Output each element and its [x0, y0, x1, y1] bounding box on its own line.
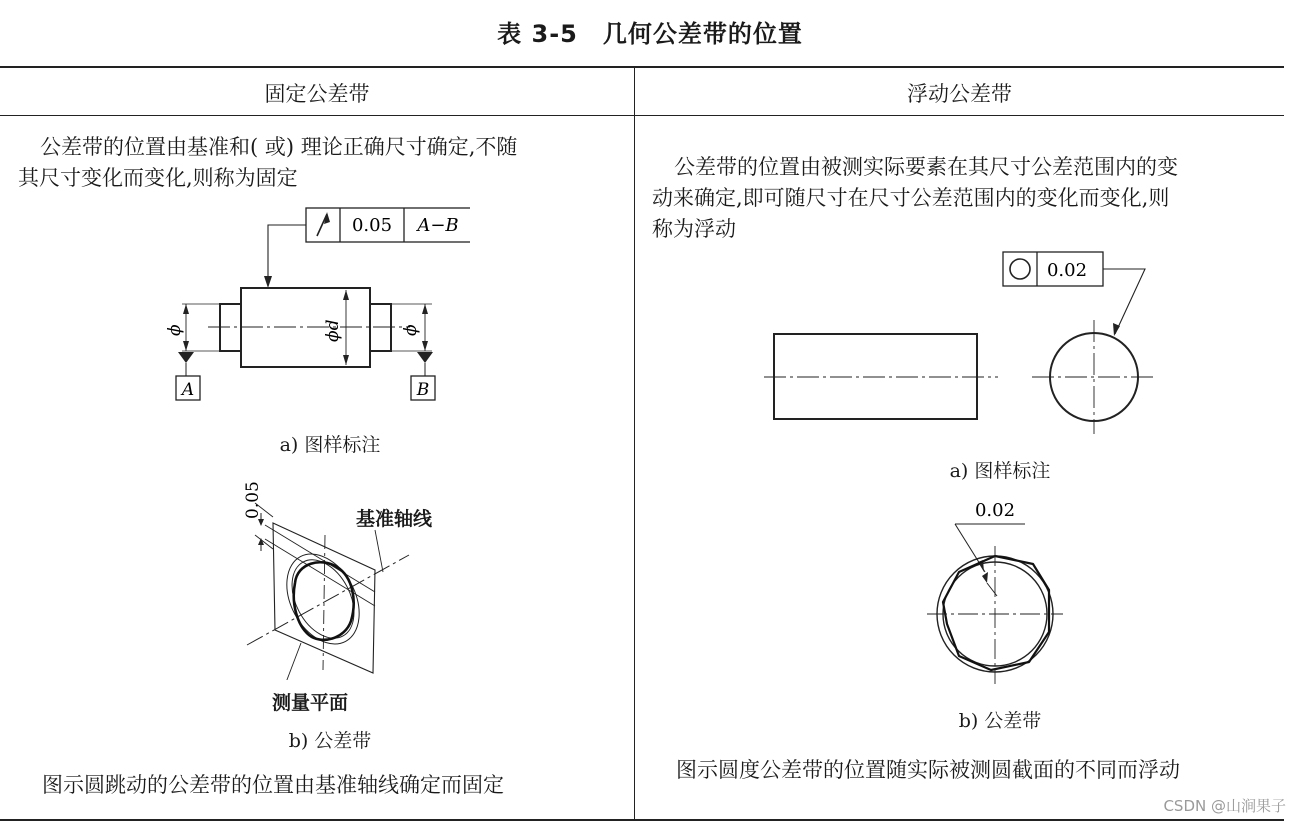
right-figure-a-caption: a) 图样标注: [949, 460, 1051, 482]
left-footer-note: 图示圆跳动的公差带的位置由基准轴线确定而固定: [42, 773, 504, 797]
datum-a-label: A: [181, 380, 195, 400]
right-description: [652, 152, 1277, 245]
left-description-line-1: 公差带的位置由基准和( 或) 理论正确尺寸确定,不随: [40, 135, 518, 159]
datum-axis-label: 基准轴线: [356, 508, 433, 530]
roundness-frame-value: 0.02: [1046, 260, 1088, 281]
table-header-rule: [0, 115, 1284, 116]
header-fixed-zone: 固定公差带: [264, 82, 370, 106]
roundness-symbol-icon: [1010, 259, 1030, 279]
header-floating-zone: 浮动公差带: [907, 82, 1012, 106]
right-description-line-2: 动来确定,即可随尺寸在尺寸公差范围内的变化而变化,则: [652, 186, 1170, 210]
left-description-line-2: 其尺寸变化而变化,则称为固定: [18, 166, 298, 190]
right-figure-a-drawing: [760, 248, 1170, 438]
frame-datum-reference: A−B: [417, 215, 459, 236]
right-description-line-1: 公差带的位置由被测实际要素在其尺寸公差范围内的变: [674, 155, 1178, 179]
table-bottom-rule: [0, 819, 1284, 821]
left-description: [18, 132, 628, 194]
left-figure-b-caption: b) 公差带: [288, 730, 372, 752]
datum-b-label: B: [416, 380, 430, 400]
table-column-divider: [634, 66, 635, 820]
right-figure-b-drawing: [925, 492, 1085, 692]
table-title: 表 3-5 几何公差带的位置: [497, 20, 803, 48]
frame-tolerance-value: 0.05: [351, 215, 393, 236]
measuring-plane-label: 测量平面: [272, 692, 349, 714]
watermark: CSDN @山涧果子: [1163, 797, 1286, 815]
left-journal-diameter-label: ϕ: [165, 324, 185, 336]
left-figure-a-drawing: [150, 200, 470, 410]
table-top-rule: [0, 66, 1284, 68]
main-diameter-label: ϕd: [323, 319, 343, 342]
right-figure-b-caption: b) 公差带: [958, 710, 1042, 732]
right-footer-note: 图示圆度公差带的位置随实际被测圆截面的不同而浮动: [676, 758, 1180, 782]
zone-tolerance-value: 0.05: [243, 481, 263, 519]
right-description-line-3: 称为浮动: [652, 217, 736, 241]
right-journal-diameter-label: ϕ: [401, 324, 421, 336]
left-figure-a-caption: a) 图样标注: [279, 434, 381, 456]
circular-runout-arrow-icon: [317, 212, 330, 236]
zone-roundness-value: 0.02: [974, 500, 1016, 521]
